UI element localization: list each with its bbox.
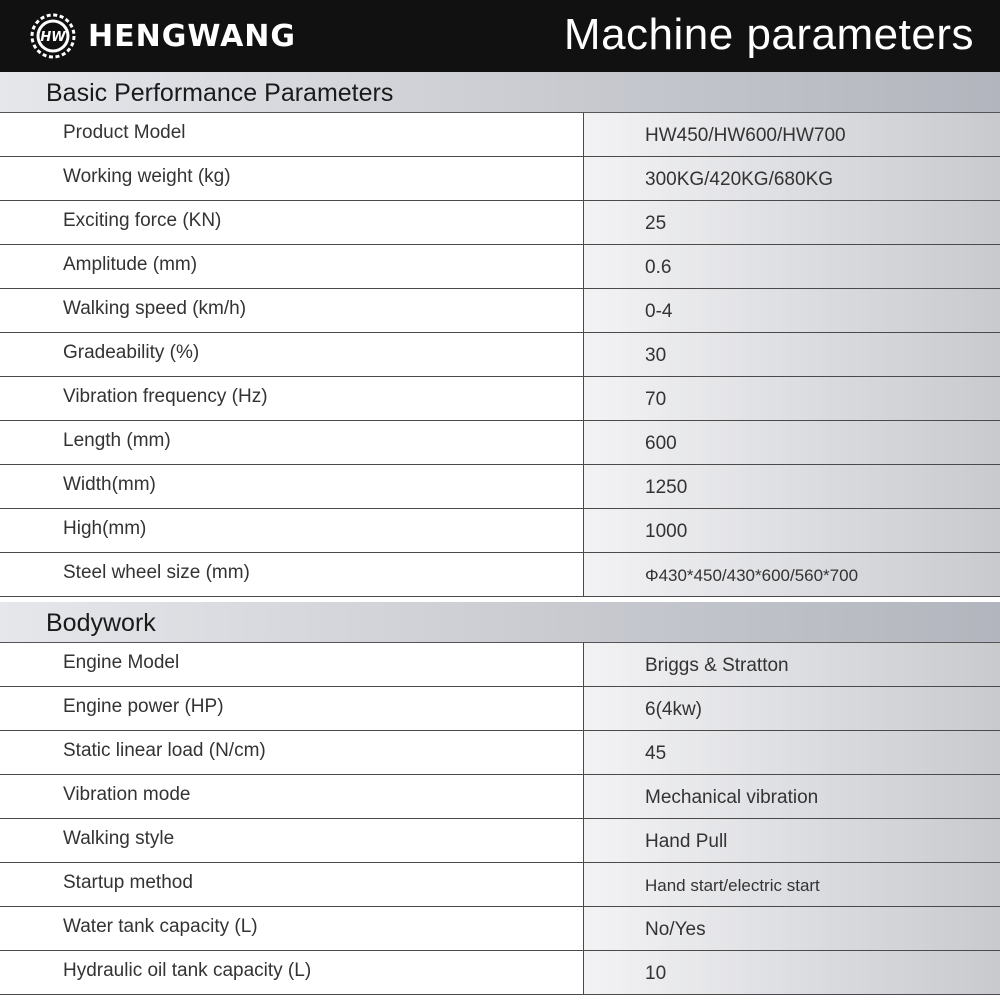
parameter-label-cell [0, 819, 583, 863]
page-header [0, 0, 1000, 72]
parameter-label: High(mm) [63, 518, 147, 539]
table-row [0, 731, 1000, 775]
parameter-label: Startup method [63, 872, 193, 893]
parameter-label-cell [0, 553, 583, 597]
parameter-label: Gradeability (%) [63, 342, 200, 363]
parameter-value-cell [583, 907, 1000, 951]
table-row [0, 201, 1000, 245]
parameter-value-cell [583, 201, 1000, 245]
table-row [0, 333, 1000, 377]
table-row [0, 951, 1000, 995]
table-row [0, 289, 1000, 333]
parameter-value: HW450/HW600/HW700 [645, 125, 846, 146]
page-title: Machine parameters [563, 10, 974, 59]
parameter-value-cell [583, 465, 1000, 509]
parameter-value: 30 [645, 345, 667, 366]
table-row [0, 819, 1000, 863]
section-header [0, 602, 1000, 643]
parameter-label: Vibration frequency (Hz) [63, 386, 268, 407]
parameter-label-cell [0, 377, 583, 421]
logo-monogram: HW [40, 30, 66, 45]
section-title: Bodywork [46, 609, 156, 637]
parameter-label-cell [0, 687, 583, 731]
parameter-label-cell [0, 245, 583, 289]
parameter-value-cell [583, 113, 1000, 157]
table-row [0, 421, 1000, 465]
parameter-label-cell [0, 201, 583, 245]
table-row [0, 245, 1000, 289]
parameter-label: Working weight (kg) [63, 166, 231, 187]
parameter-label: Water tank capacity (L) [63, 916, 258, 937]
parameter-value: 0-4 [645, 301, 673, 322]
parameter-label: Steel wheel size (mm) [63, 562, 250, 583]
parameter-value-cell [583, 289, 1000, 333]
table-row [0, 775, 1000, 819]
parameter-value: 70 [645, 389, 667, 410]
parameter-value: 600 [645, 433, 677, 454]
parameter-label: Vibration mode [63, 784, 191, 805]
parameter-value: Hand start/electric start [645, 876, 820, 895]
parameter-label-cell [0, 643, 583, 687]
parameter-value-cell [583, 775, 1000, 819]
parameter-label-cell [0, 509, 583, 553]
parameter-label-cell [0, 951, 583, 995]
parameter-value: Hand Pull [645, 831, 728, 852]
parameter-label-cell [0, 333, 583, 377]
parameter-label: Length (mm) [63, 430, 171, 451]
table-row [0, 377, 1000, 421]
parameter-label: Exciting force (KN) [63, 210, 222, 231]
parameter-value-cell [583, 245, 1000, 289]
parameter-value-cell [583, 819, 1000, 863]
parameter-value-cell [583, 157, 1000, 201]
table-row [0, 465, 1000, 509]
parameter-value-cell [583, 731, 1000, 775]
parameter-value-cell [583, 377, 1000, 421]
parameter-value: Briggs & Stratton [645, 655, 789, 676]
brand-name: HENGWANG [88, 18, 297, 54]
parameter-label-cell [0, 731, 583, 775]
parameter-label: Walking speed (km/h) [63, 298, 247, 319]
table-row [0, 643, 1000, 687]
parameter-value: Mechanical vibration [645, 787, 819, 808]
parameter-value-cell [583, 553, 1000, 597]
parameter-value: 300KG/420KG/680KG [645, 169, 834, 190]
table-row [0, 907, 1000, 951]
parameter-value: No/Yes [645, 919, 706, 940]
table-row [0, 157, 1000, 201]
section-header [0, 72, 1000, 113]
parameter-label-cell [0, 421, 583, 465]
parameter-label-cell [0, 907, 583, 951]
parameter-value-cell [583, 863, 1000, 907]
parameter-label-cell [0, 157, 583, 201]
parameter-value: 10 [645, 963, 667, 984]
parameter-value-cell [583, 421, 1000, 465]
parameter-label: Static linear load (N/cm) [63, 740, 266, 761]
parameter-label: Amplitude (mm) [63, 254, 198, 275]
parameter-label-cell [0, 465, 583, 509]
parameter-value: 25 [645, 213, 667, 234]
parameter-value: 1000 [645, 521, 688, 542]
parameter-value: 0.6 [645, 257, 672, 278]
table-row [0, 113, 1000, 157]
parameter-value: 6(4kw) [645, 699, 703, 720]
parameter-value-cell [583, 951, 1000, 995]
parameter-value: Φ430*450/430*600/560*700 [645, 566, 859, 585]
parameter-label: Width(mm) [63, 474, 156, 495]
parameter-value-cell [583, 687, 1000, 731]
parameter-label-cell [0, 863, 583, 907]
parameter-label: Engine power (HP) [63, 696, 224, 717]
table-row [0, 553, 1000, 597]
parameter-label: Hydraulic oil tank capacity (L) [63, 960, 312, 981]
parameter-value-cell [583, 333, 1000, 377]
parameter-value: 1250 [645, 477, 688, 498]
gear-ring-logo-icon [28, 11, 78, 61]
parameter-label-cell [0, 775, 583, 819]
parameter-value-cell [583, 509, 1000, 553]
parameter-label: Product Model [63, 122, 186, 143]
parameter-label: Walking style [63, 828, 175, 849]
table-row [0, 687, 1000, 731]
parameter-label: Engine Model [63, 652, 180, 673]
brand-logo [28, 12, 296, 60]
table-row [0, 863, 1000, 907]
section-title: Basic Performance Parameters [46, 79, 394, 107]
table-row [0, 509, 1000, 553]
parameter-label-cell [0, 289, 583, 333]
parameter-value-cell [583, 643, 1000, 687]
parameter-value: 45 [645, 743, 667, 764]
parameter-label-cell [0, 113, 583, 157]
